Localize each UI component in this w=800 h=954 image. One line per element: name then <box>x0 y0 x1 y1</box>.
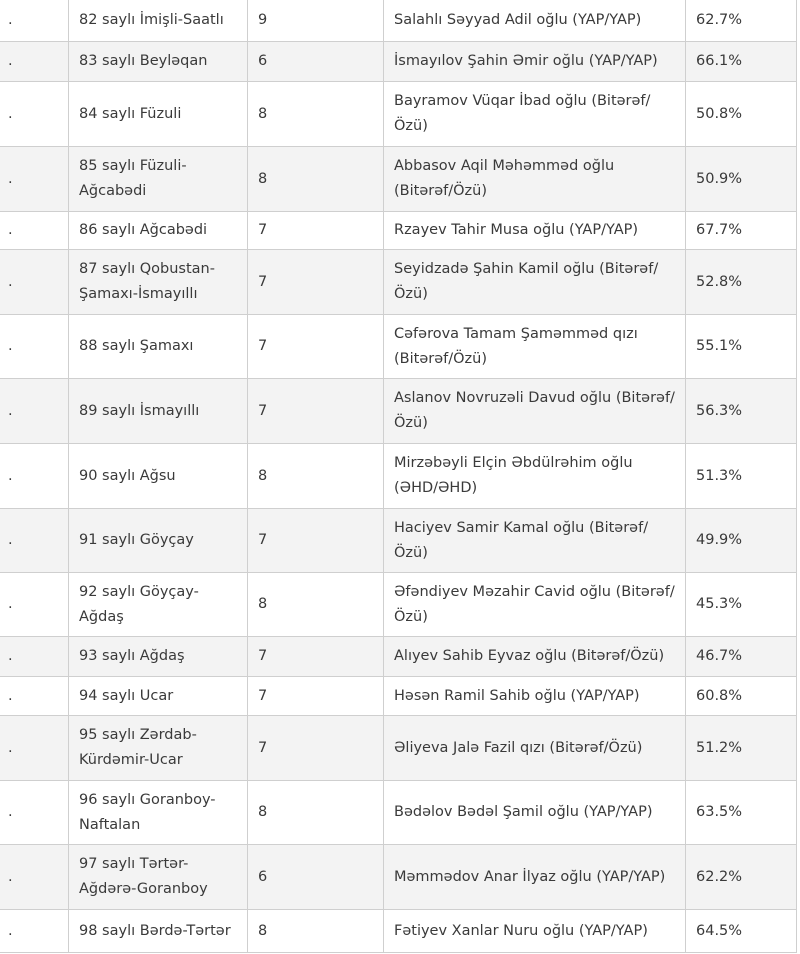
table-row <box>0 910 797 953</box>
winner-name: Mirzəbəyli Elçin Əbdülrəhim oğlu (ƏHD/ƏHD) <box>384 444 686 509</box>
row-number: . <box>0 910 69 953</box>
winner-name: Abbasov Aqil Məhəmməd oğlu (Bitərəf/Özü) <box>384 147 686 212</box>
winner-name: Alıyev Sahib Eyvaz oğlu (Bitərəf/Özü) <box>384 637 686 677</box>
vote-percent: 67.7% <box>686 212 797 250</box>
vote-percent: 66.1% <box>686 42 797 82</box>
district-name: 86 saylı Ağcabədi <box>69 212 248 250</box>
district-name: 91 saylı Göyçay <box>69 509 248 573</box>
vote-percent: 49.9% <box>686 509 797 573</box>
row-number: . <box>0 573 69 637</box>
district-name: 94 saylı Ucar <box>69 677 248 716</box>
candidate-count: 7 <box>248 315 384 379</box>
vote-percent: 63.5% <box>686 781 797 845</box>
winner-name: Rzayev Tahir Musa oğlu (YAP/YAP) <box>384 212 686 250</box>
vote-percent: 50.8% <box>686 82 797 147</box>
district-name: 83 saylı Beyləqan <box>69 42 248 82</box>
district-name: 95 saylı Zərdab- Kürdəmir-Ucar <box>69 716 248 781</box>
table-row <box>0 147 797 212</box>
candidate-count: 7 <box>248 379 384 444</box>
row-number: . <box>0 677 69 716</box>
table-row <box>0 573 797 637</box>
candidate-count: 7 <box>248 677 384 716</box>
winner-name: Cəfərova Tamam Şaməmməd qızı (Bitərəf/Özü) <box>384 315 686 379</box>
row-number: . <box>0 42 69 82</box>
table-row <box>0 845 797 910</box>
district-name: 97 saylı Tərtər- Ağdərə-Goranboy <box>69 845 248 910</box>
table-row <box>0 42 797 82</box>
district-name: 96 saylı Goranboy- Naftalan <box>69 781 248 845</box>
vote-percent: 64.5% <box>686 910 797 953</box>
table-row <box>0 0 797 42</box>
district-name: 92 saylı Göyçay- Ağdaş <box>69 573 248 637</box>
vote-percent: 62.2% <box>686 845 797 910</box>
district-name: 87 saylı Qobustan- Şamaxı-İsmayıllı <box>69 250 248 315</box>
table-row <box>0 444 797 509</box>
table-row <box>0 212 797 250</box>
candidate-count: 9 <box>248 0 384 42</box>
candidate-count: 7 <box>248 637 384 677</box>
district-name: 98 saylı Bərdə-Tərtər <box>69 910 248 953</box>
district-name: 93 saylı Ağdaş <box>69 637 248 677</box>
table-row <box>0 379 797 444</box>
candidate-count: 8 <box>248 82 384 147</box>
table-row <box>0 677 797 716</box>
vote-percent: 62.7% <box>686 0 797 42</box>
vote-percent: 55.1% <box>686 315 797 379</box>
row-number: . <box>0 845 69 910</box>
row-number: . <box>0 147 69 212</box>
winner-name: Həsən Ramil Sahib oğlu (YAP/YAP) <box>384 677 686 716</box>
winner-name: Məmmədov Anar İlyaz oğlu (YAP/YAP) <box>384 845 686 910</box>
table-row <box>0 716 797 781</box>
candidate-count: 8 <box>248 573 384 637</box>
winner-name: Əliyeva Jalə Fazil qızı (Bitərəf/Özü) <box>384 716 686 781</box>
winner-name: Fətiyev Xanlar Nuru oğlu (YAP/YAP) <box>384 910 686 953</box>
candidate-count: 7 <box>248 509 384 573</box>
table-row <box>0 637 797 677</box>
row-number: . <box>0 509 69 573</box>
district-name: 84 saylı Füzuli <box>69 82 248 147</box>
row-number: . <box>0 0 69 42</box>
winner-name: Salahlı Səyyad Adil oğlu (YAP/YAP) <box>384 0 686 42</box>
district-name: 85 saylı Füzuli- Ağcabədi <box>69 147 248 212</box>
winner-name: Əfəndiyev Məzahir Cavid oğlu (Bitərəf/Özü) <box>384 573 686 637</box>
row-number: . <box>0 82 69 147</box>
row-number: . <box>0 781 69 845</box>
district-name: 89 saylı İsmayıllı <box>69 379 248 444</box>
table-row <box>0 509 797 573</box>
winner-name: Seyidzadə Şahin Kamil oğlu (Bitərəf/ Özü) <box>384 250 686 315</box>
candidate-count: 7 <box>248 716 384 781</box>
row-number: . <box>0 444 69 509</box>
row-number: . <box>0 212 69 250</box>
district-name: 88 saylı Şamaxı <box>69 315 248 379</box>
candidate-count: 8 <box>248 444 384 509</box>
candidate-count: 8 <box>248 910 384 953</box>
candidate-count: 8 <box>248 781 384 845</box>
vote-percent: 50.9% <box>686 147 797 212</box>
table-row <box>0 82 797 147</box>
candidate-count: 6 <box>248 42 384 82</box>
row-number: . <box>0 716 69 781</box>
vote-percent: 45.3% <box>686 573 797 637</box>
vote-percent: 60.8% <box>686 677 797 716</box>
row-number: . <box>0 315 69 379</box>
vote-percent: 51.2% <box>686 716 797 781</box>
row-number: . <box>0 250 69 315</box>
row-number: . <box>0 637 69 677</box>
table-row <box>0 781 797 845</box>
winner-name: Bədəlov Bədəl Şamil oğlu (YAP/YAP) <box>384 781 686 845</box>
vote-percent: 56.3% <box>686 379 797 444</box>
vote-percent: 52.8% <box>686 250 797 315</box>
row-number: . <box>0 379 69 444</box>
candidate-count: 8 <box>248 147 384 212</box>
winner-name: Haciyev Samir Kamal oğlu (Bitərəf/ Özü) <box>384 509 686 573</box>
table-row <box>0 315 797 379</box>
winner-name: Aslanov Novruzəli Davud oğlu (Bitərəf/Özü) <box>384 379 686 444</box>
winner-name: Bayramov Vüqar İbad oğlu (Bitərəf/ Özü) <box>384 82 686 147</box>
district-name: 90 saylı Ağsu <box>69 444 248 509</box>
candidate-count: 6 <box>248 845 384 910</box>
candidate-count: 7 <box>248 250 384 315</box>
vote-percent: 46.7% <box>686 637 797 677</box>
winner-name: İsmayılov Şahin Əmir oğlu (YAP/YAP) <box>384 42 686 82</box>
vote-percent: 51.3% <box>686 444 797 509</box>
candidate-count: 7 <box>248 212 384 250</box>
district-name: 82 saylı İmişli-Saatlı <box>69 0 248 42</box>
table-row <box>0 250 797 315</box>
